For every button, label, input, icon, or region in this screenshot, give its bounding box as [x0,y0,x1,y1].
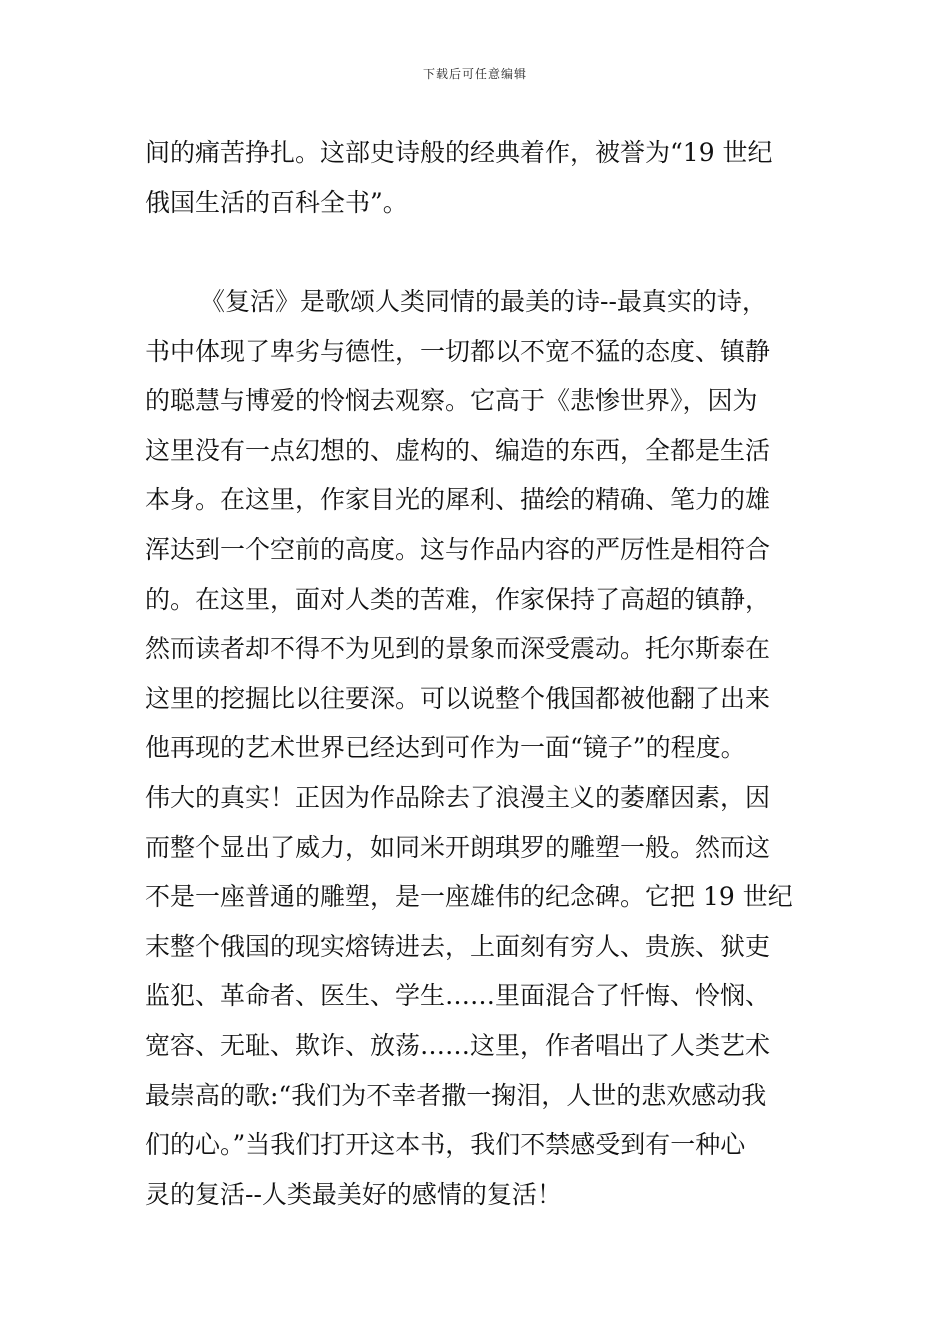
text-line: 而整个显出了威力，如同米开朗琪罗的雕塑一般。然而这 [145,832,771,862]
text-line: 们的心。”当我们打开这本书，我们不禁感受到有一种心 [145,1130,746,1160]
text-line: 不是一座普通的雕塑，是一座雄伟的纪念碑。它把 19 世纪 [145,882,793,912]
text-line: 俄国生活的百科全书”。 [145,187,408,217]
text-line: 本身。在这里，作家目光的犀利、描绘的精确、笔力的雄 [145,485,771,515]
text-line: 末整个俄国的现实熔铸进去，上面刻有穷人、贵族、狱吏 [145,931,771,961]
page-header-note: 下载后可任意编辑 [422,67,527,81]
paragraph-continuation [145,128,811,227]
text-line: 灵的复活--人类最美好的感情的复活！ [145,1179,562,1209]
text-line: 浑达到一个空前的高度。这与作品内容的严厉性是相符合 [145,534,771,564]
text-line: 宽容、无耻、欺诈、放荡……这里，作者唱出了人类艺术 [145,1030,771,1060]
paragraph-resurrection [145,277,811,1219]
text-line: 这里的挖掘比以往要深。可以说整个俄国都被他翻了出来 [145,683,771,713]
text-line: 监犯、革命者、医生、学生……里面混合了忏悔、怜悯、 [145,981,771,1011]
text-line: 的聪慧与博爱的怜悯去观察。它高于《悲惨世界》，因为 [145,386,758,416]
text-line: 《复活》是歌颂人类同情的最美的诗--最真实的诗， [200,287,767,316]
text-line: 的。在这里，面对人类的苦难，作家保持了高超的镇静， [145,584,771,614]
text-line: 伟大的真实！正因为作品除去了浪漫主义的萎靡因素，因 [145,782,771,812]
text-line: 书中体现了卑劣与德性，一切都以不宽不猛的态度、镇静 [145,336,771,366]
text-line: 他再现的艺术世界已经达到可作为一面“镜子”的程度。 [145,733,746,763]
text-line: 最崇高的歌:“我们为不幸者撒一掬泪，人世的悲欢感动我 [145,1080,767,1110]
text-line: 然而读者却不得不为见到的景象而深受震动。托尔斯泰在 [145,634,771,664]
text-line: 间的痛苦挣扎。这部史诗般的经典着作，被誉为“19 世纪 [145,138,773,167]
text-line: 这里没有一点幻想的、虚构的、编造的东西，全都是生活 [145,435,771,465]
